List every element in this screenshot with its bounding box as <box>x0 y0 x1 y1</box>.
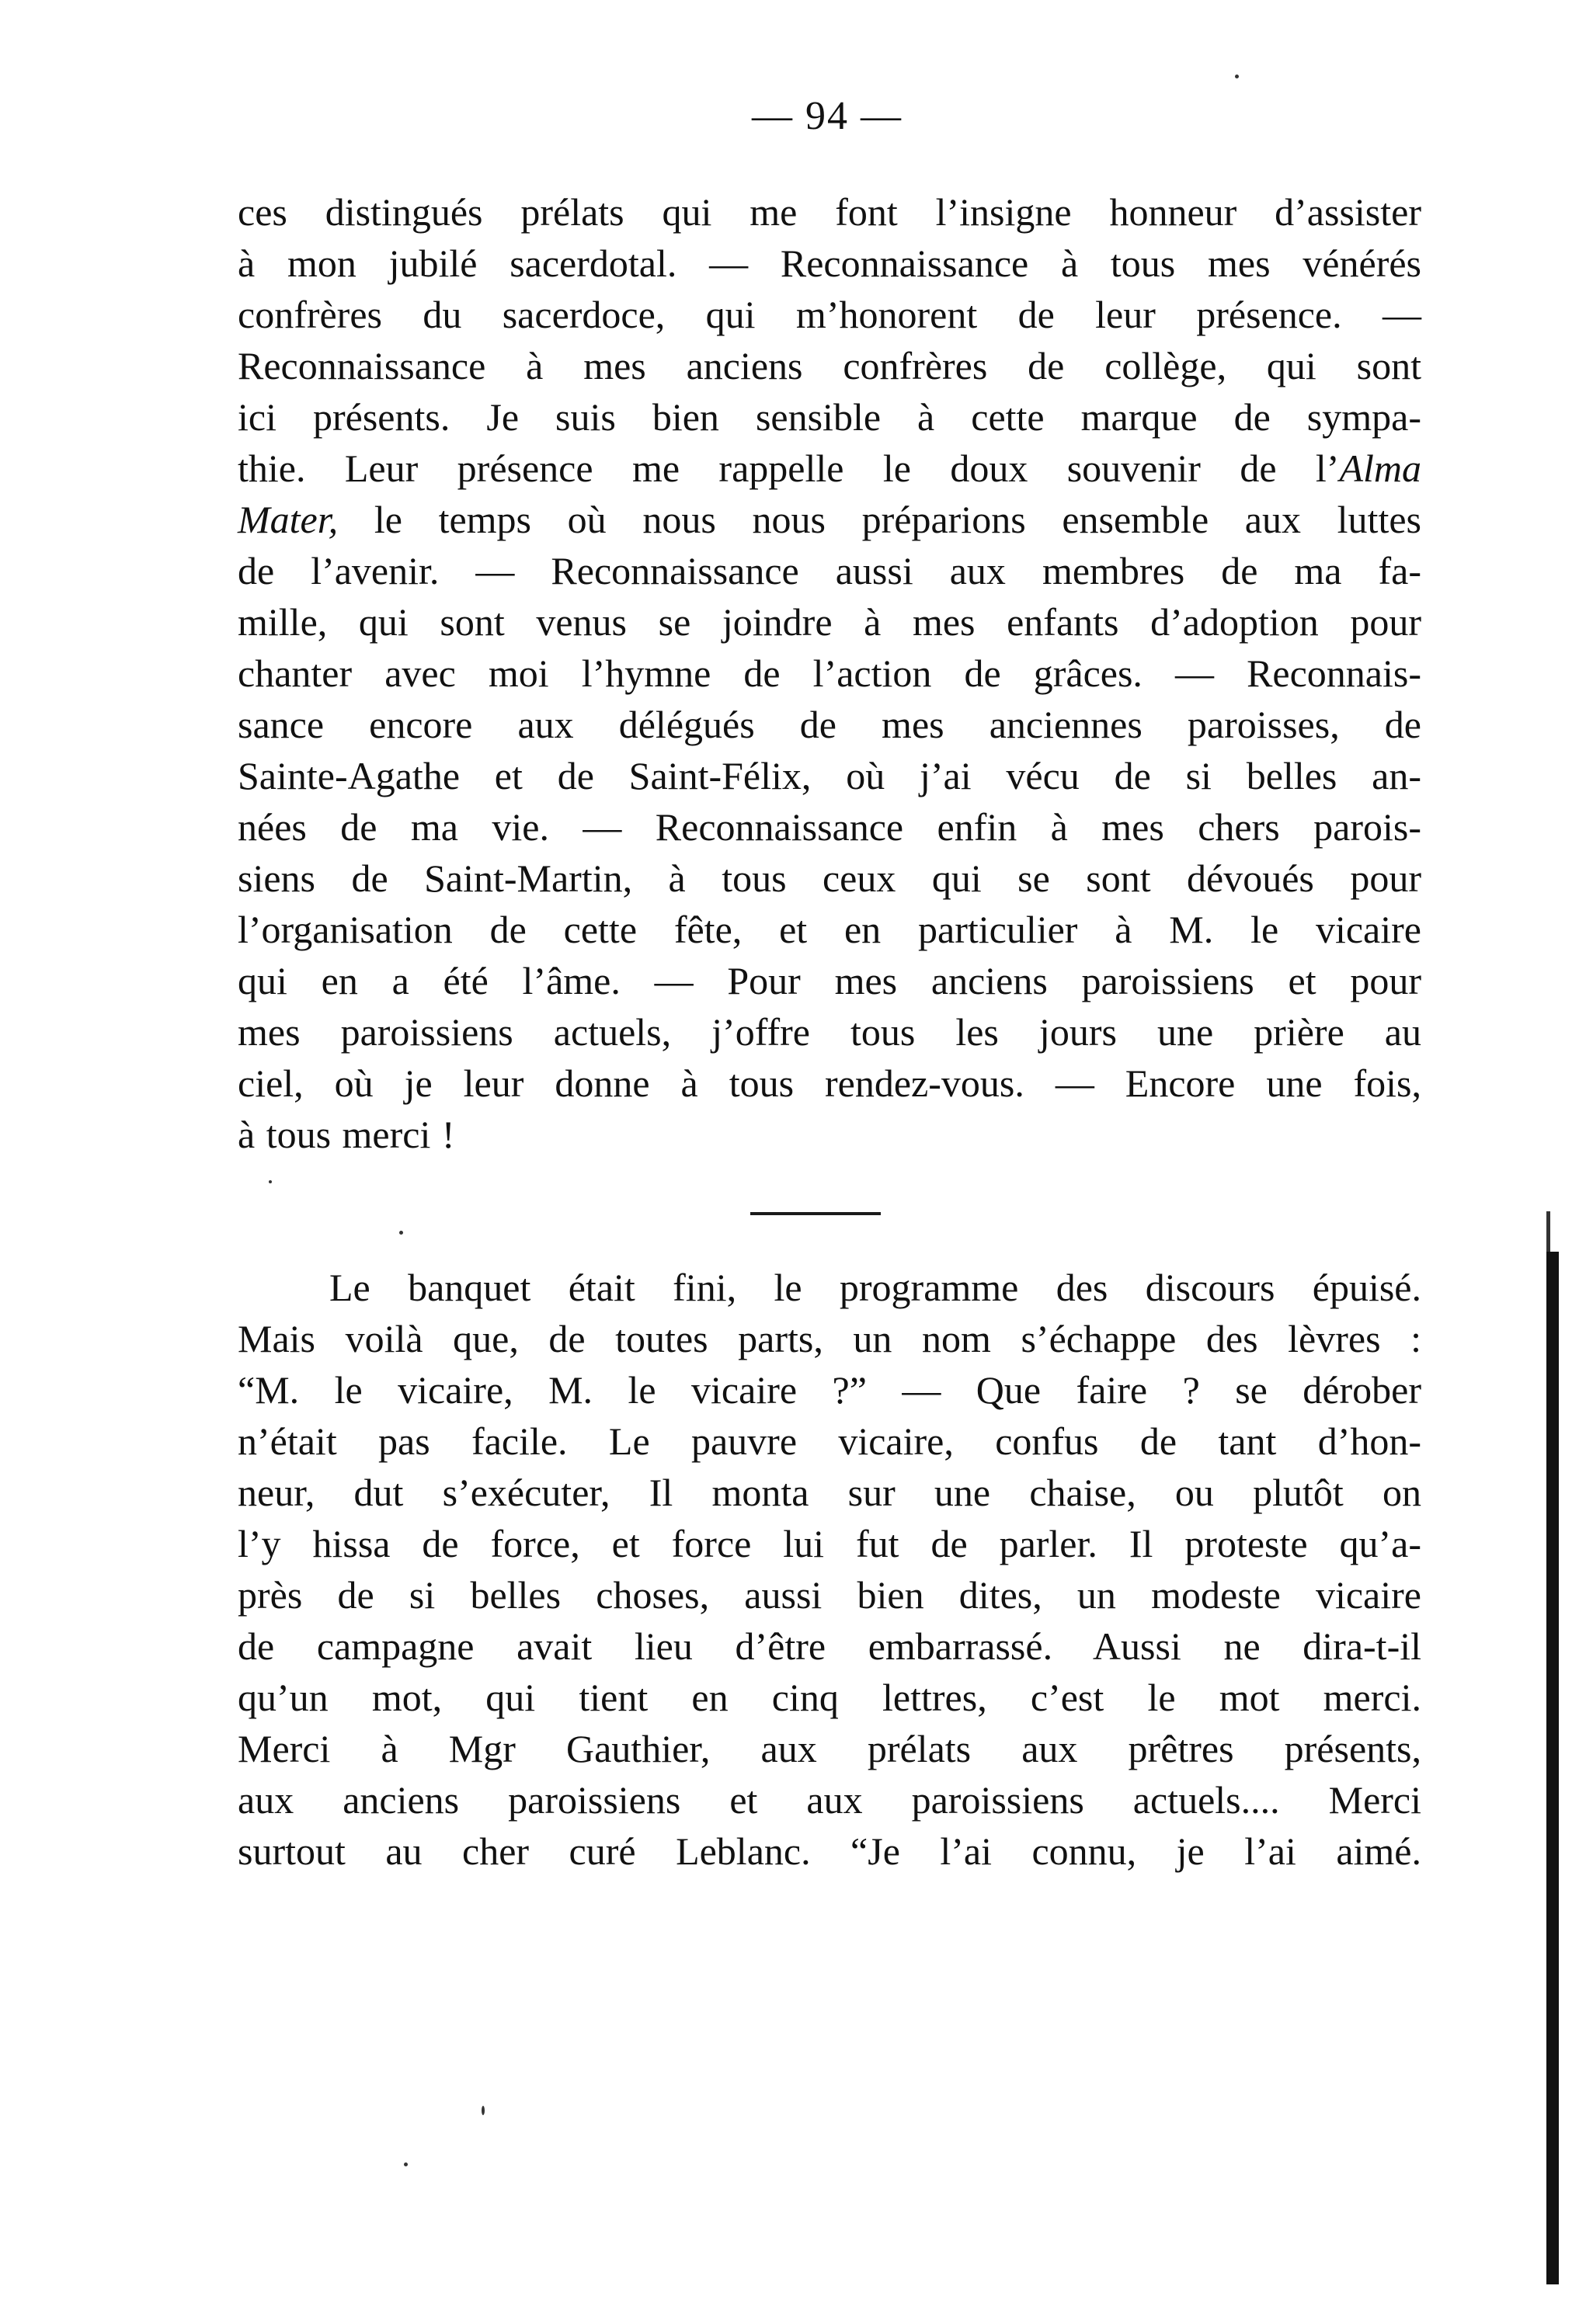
text-line: l’y hissa de force, et force lui fut de parler. Il proteste qu’a- <box>238 1522 1421 1565</box>
text-line: “M. le vicaire, M. le vicaire ?” — Que faire ? se dérober <box>238 1368 1421 1412</box>
text-line: confrères du sacerdoce, qui m’honorent de leur présence. — <box>238 293 1421 336</box>
text-line: neur, dut s’exécuter, Il monta sur une chaise, ou plutôt on <box>238 1471 1421 1514</box>
text-line: nées de ma vie. — Reconnaissance enfin à mes chers parois- <box>238 805 1421 849</box>
text-line: Reconnaissance à mes anciens confrères de collège, qui sont <box>238 344 1421 387</box>
text-segment: thie. Leur présence me rappelle le doux souvenir de l’ <box>238 446 1340 490</box>
italic-term-mater: Mater, <box>238 498 339 541</box>
scan-speck <box>269 1180 272 1183</box>
scan-speck <box>482 2106 485 2115</box>
text-line: siens de Saint-Martin, à tous ceux qui se sont dévoués pour <box>238 856 1421 900</box>
text-line: qui en a été l’âme. — Pour mes anciens paroissiens et pour <box>238 959 1421 1002</box>
scan-edge-bar <box>1546 1252 1559 2284</box>
speech-paragraph <box>238 186 1421 1160</box>
text-segment: le temps où nous nous préparions ensemble aux luttes <box>374 498 1421 541</box>
text-line-with-italic <box>238 443 1421 494</box>
text-line: l’organisation de cette fête, et en particulier à M. le vicaire <box>238 908 1421 951</box>
text-line: sance encore aux délégués de mes anciennes paroisses, de <box>238 703 1421 746</box>
italic-term-alma: Alma <box>1339 446 1421 490</box>
page-number: — 94 — <box>752 94 903 138</box>
text-line: de l’avenir. — Reconnaissance aussi aux membres de ma fa- <box>238 549 1421 592</box>
text-line: Sainte-Agathe et de Saint-Félix, où j’ai vécu de si belles an- <box>238 754 1421 797</box>
scan-speck <box>399 1231 403 1235</box>
text-line: ces distingués prélats qui me font l’insigne honneur d’assister <box>238 190 1421 234</box>
text-line-with-italic <box>238 494 1421 545</box>
text-line: mes paroissiens actuels, j’offre tous les jours une prière au <box>238 1010 1421 1054</box>
text-line: à mon jubilé sacerdotal. — Reconnaissance à tous mes vénérés <box>238 241 1421 285</box>
text-line: aux anciens paroissiens et aux paroissiens actuels.... Merci <box>238 1778 1421 1822</box>
scan-edge-mark <box>1546 1211 1550 1258</box>
narrative-paragraph <box>238 1262 1421 1877</box>
section-separator-rule <box>750 1212 881 1215</box>
text-line: chanter avec moi l’hymne de l’action de grâces. — Reconnais- <box>238 651 1421 695</box>
text-line: ici présents. Je suis bien sensible à cette marque de sympa- <box>238 395 1421 439</box>
text-line: Le banquet était fini, le programme des discours épuisé. <box>329 1266 1421 1309</box>
text-line: de campagne avait lieu d’être embarrassé. Aussi ne dira-t-il <box>238 1624 1421 1668</box>
text-line: n’était pas facile. Le pauvre vicaire, confus de tant d’hon- <box>238 1419 1421 1463</box>
text-line: mille, qui sont venus se joindre à mes enfants d’adoption pour <box>238 600 1421 644</box>
text-line: à tous merci ! <box>238 1113 455 1156</box>
text-line: Mais voilà que, de toutes parts, un nom s’échappe des lèvres : <box>238 1317 1421 1360</box>
scan-speck <box>404 2162 408 2166</box>
text-line: qu’un mot, qui tient en cinq lettres, c’est le mot merci. <box>238 1676 1421 1719</box>
text-line: ciel, où je leur donne à tous rendez-vous. — Encore une fois, <box>238 1061 1421 1105</box>
scan-speck <box>1235 75 1239 78</box>
text-line: Merci à Mgr Gauthier, aux prélats aux prêtres présents, <box>238 1727 1421 1770</box>
text-line: surtout au cher curé Leblanc. “Je l’ai connu, je l’ai aimé. <box>238 1829 1421 1873</box>
text-line: près de si belles choses, aussi bien dites, un modeste vicaire <box>238 1573 1421 1617</box>
